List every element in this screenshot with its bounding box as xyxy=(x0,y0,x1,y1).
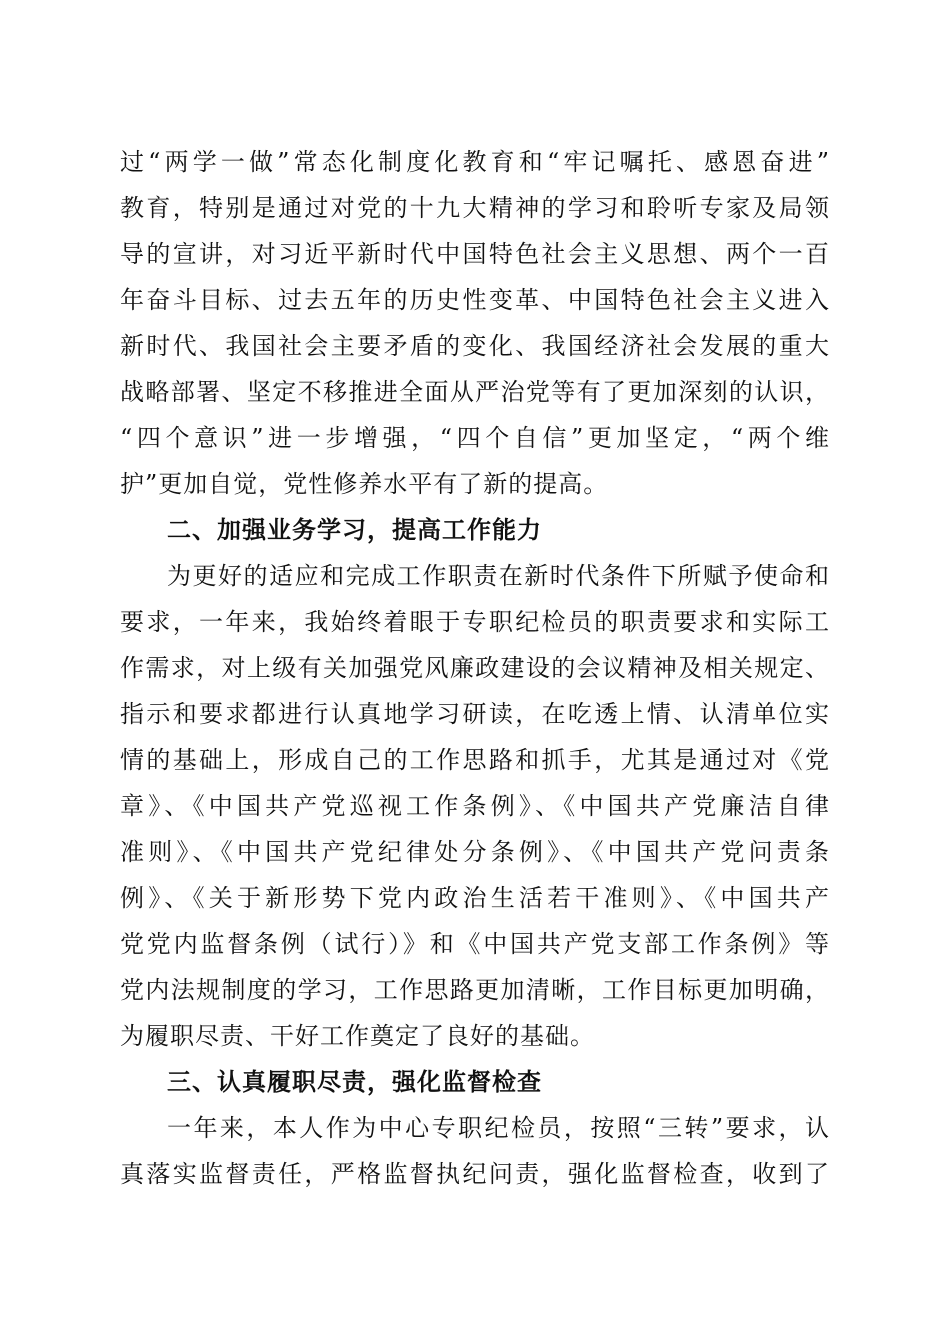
paragraph-line: 情的基础上，形成自己的工作思路和抓手，尤其是通过对《党 xyxy=(120,746,830,774)
paragraph-line: 一年来，本人作为中心专职纪检员，按照“三转”要求，认 xyxy=(167,1114,830,1142)
paragraph-line: 党内法规制度的学习，工作思路更加清晰，工作目标更加明确， xyxy=(120,976,830,1004)
paragraph-line: 指示和要求都进行认真地学习研读，在吃透上情、认清单位实 xyxy=(120,700,830,728)
paragraph-line: 要求，一年来，我始终着眼于专职纪检员的职责要求和实际工 xyxy=(120,608,830,636)
paragraph-line: 教育，特别是通过对党的十九大精神的学习和聆听专家及局领 xyxy=(120,194,830,222)
section-heading: 三、认真履职尽责，强化监督检查 xyxy=(167,1068,542,1096)
paragraph-line: 新时代、我国社会主要矛盾的变化、我国经济社会发展的重大 xyxy=(120,332,830,360)
paragraph-line: 准则》、《中国共产党纪律处分条例》、《中国共产党问责条 xyxy=(120,838,830,866)
paragraph-line: 年奋斗目标、过去五年的历史性变革、中国特色社会主义进入 xyxy=(120,286,830,314)
paragraph-line: 党党内监督条例（试行）》和《中国共产党支部工作条例》等 xyxy=(120,930,830,958)
section-heading: 二、加强业务学习，提高工作能力 xyxy=(167,516,542,544)
paragraph-line: “四个意识”进一步增强，“四个自信”更加坚定，“两个维 xyxy=(120,424,830,452)
paragraph-line: 章》、《中国共产党巡视工作条例》、《中国共产党廉洁自律 xyxy=(120,792,830,820)
paragraph-line: 作需求，对上级有关加强党风廉政建设的会议精神及相关规定、 xyxy=(120,654,830,682)
paragraph-line: 例》、《关于新形势下党内政治生活若干准则》、《中国共产 xyxy=(120,884,830,912)
paragraph-line: 真落实监督责任，严格监督执纪问责，强化监督检查，收到了 xyxy=(120,1160,830,1188)
paragraph-line: 导的宣讲，对习近平新时代中国特色社会主义思想、两个一百 xyxy=(120,240,830,268)
paragraph-line: 战略部署、坚定不移推进全面从严治党等有了更加深刻的认识， xyxy=(120,378,830,406)
paragraph-line: 过“两学一做”常态化制度化教育和“牢记嘱托、感恩奋进” xyxy=(120,148,830,176)
paragraph-line: 为履职尽责、干好工作奠定了良好的基础。 xyxy=(120,1022,595,1050)
paragraph-line: 为更好的适应和完成工作职责在新时代条件下所赋予使命和 xyxy=(167,562,830,590)
paragraph-line: 护”更加自觉，党性修养水平有了新的提高。 xyxy=(120,470,609,498)
